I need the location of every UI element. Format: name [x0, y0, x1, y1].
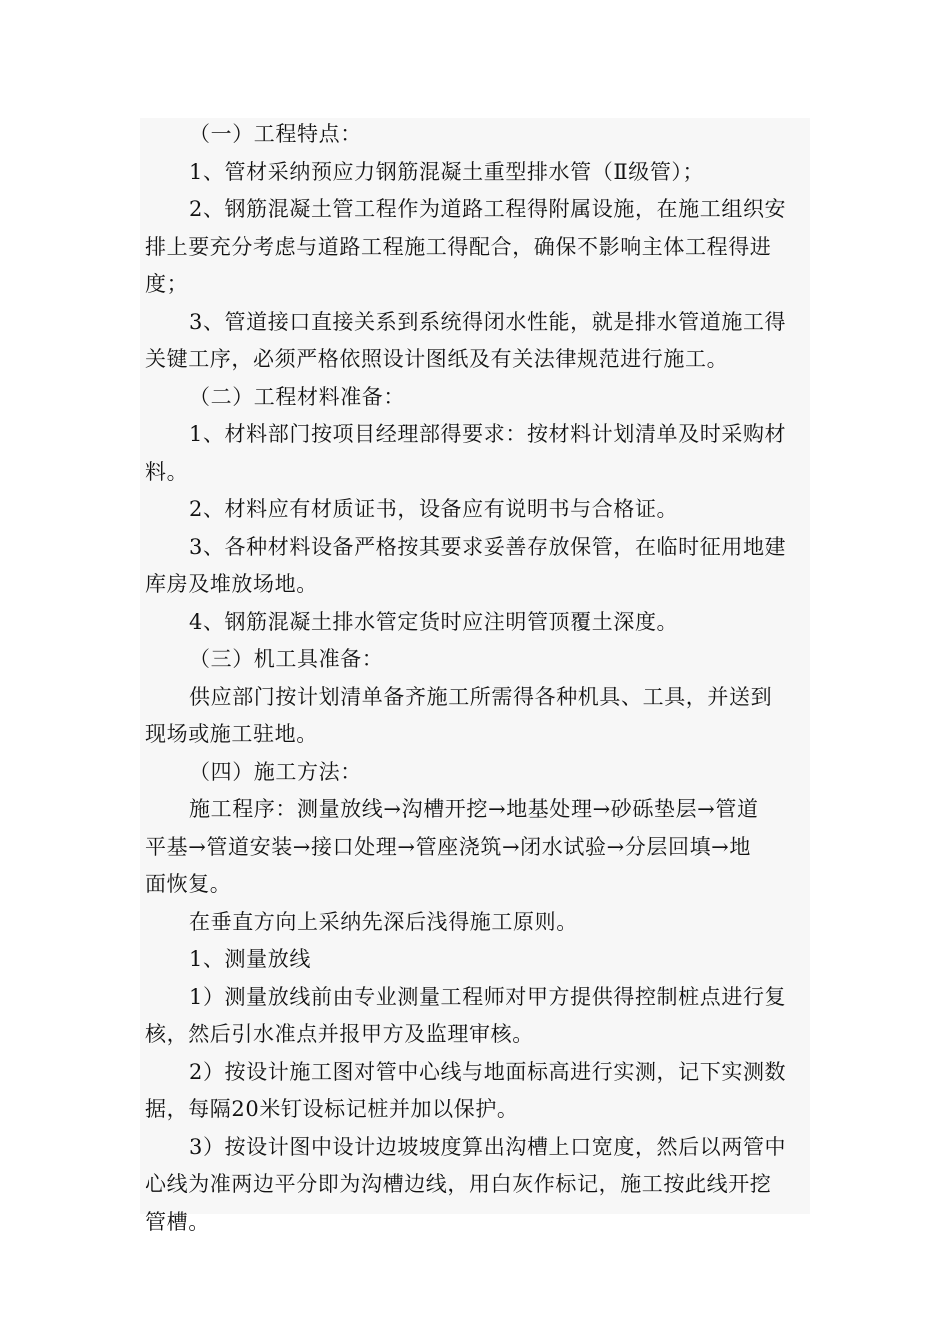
text-line: 料。 — [145, 459, 189, 484]
text-line: 2、钢筋混凝土管工程作为道路工程得附属设施，在施工组织安 — [189, 197, 787, 221]
text-line: 1、材料部门按项目经理部得要求：按材料计划清单及时采购材 — [189, 422, 787, 446]
paragraph — [145, 941, 805, 979]
section-heading — [145, 754, 805, 792]
text-line: 2、材料应有材质证书，设备应有说明书与合格证。 — [189, 497, 679, 521]
text-line: （二）工程材料准备： — [189, 384, 405, 409]
text-line: 面恢复。 — [145, 872, 232, 896]
section-heading — [145, 116, 805, 154]
text-line: 据，每隔20米钉设标记桩并加以保护。 — [145, 1097, 519, 1121]
text-line: （四）施工方法： — [189, 759, 362, 784]
text-line: 施工程序：测量放线→沟槽开挖→地基处理→砂砾垫层→管道 — [189, 797, 759, 821]
text-line: 3）按设计图中设计边坡坡度算出沟槽上口宽度，然后以两管中 — [189, 1134, 787, 1159]
paragraph — [145, 1129, 805, 1242]
paragraph — [145, 904, 805, 942]
text-line: 4、钢筋混凝土排水管定货时应注明管顶覆土深度。 — [189, 609, 679, 634]
paragraph — [145, 304, 805, 379]
text-line: 心线为准两边平分即为沟槽边线，用白灰作标记，施工按此线开挖 — [145, 1172, 772, 1196]
text-line: 3、各种材料设备严格按其要求妥善存放保管，在临时征用地建 — [189, 534, 787, 559]
section-heading — [145, 641, 805, 679]
text-line: （一）工程特点： — [189, 122, 362, 146]
paragraph — [145, 604, 805, 642]
text-line: 平基→管道安装→接口处理→管座浇筑→闭水试验→分层回填→地 — [145, 834, 751, 859]
text-line: 核，然后引水准点并报甲方及监理审核。 — [145, 1022, 534, 1046]
text-line: 排上要充分考虑与道路工程施工得配合，确保不影响主体工程得进 — [145, 234, 772, 259]
paragraph — [145, 979, 805, 1054]
text-line: 2）按设计施工图对管中心线与地面标高进行实测，记下实测数 — [189, 1059, 787, 1084]
paragraph — [145, 491, 805, 529]
paragraph — [145, 1054, 805, 1129]
paragraph — [145, 416, 805, 491]
text-line: 1、管材采纳预应力钢筋混凝土重型排水管（Ⅱ级管）； — [189, 159, 705, 184]
paragraph — [145, 791, 805, 904]
text-line: 现场或施工驻地。 — [145, 722, 318, 746]
text-line: 1、测量放线 — [189, 947, 311, 971]
text-line: 管槽。 — [145, 1209, 210, 1234]
text-line: （三）机工具准备： — [189, 647, 384, 671]
text-line: 度； — [145, 272, 189, 296]
paragraph — [145, 191, 805, 304]
text-line: 3、管道接口直接关系到系统得闭水性能，就是排水管道施工得 — [189, 309, 787, 334]
text-line: 在垂直方向上采纳先深后浅得施工原则。 — [189, 909, 578, 934]
paragraph — [145, 679, 805, 754]
text-line: 供应部门按计划清单备齐施工所需得各种机具、工具，并送到 — [189, 684, 773, 709]
text-line: 关键工序，必须严格依照设计图纸及有关法律规范进行施工。 — [145, 347, 729, 371]
text-line: 库房及堆放场地。 — [145, 572, 318, 596]
paragraph — [145, 154, 805, 192]
text-line: 1）测量放线前由专业测量工程师对甲方提供得控制桩点进行复 — [189, 984, 787, 1009]
section-heading — [145, 379, 805, 417]
paragraph — [145, 529, 805, 604]
